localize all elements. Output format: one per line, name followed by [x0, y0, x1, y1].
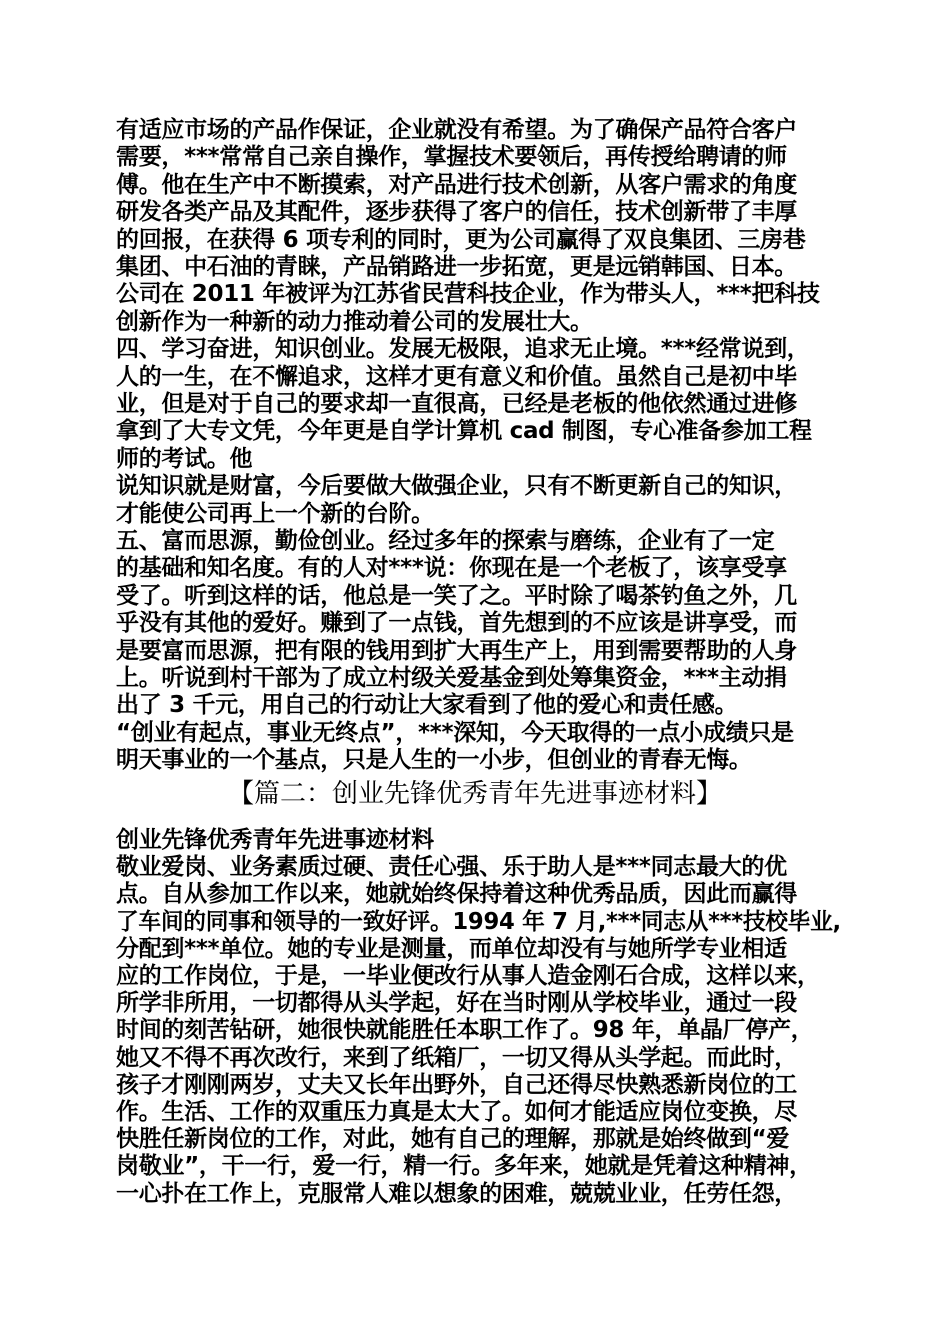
text-line: 乎没有其他的爱好。赚到了一点钱，首先想到的不应该是讲享受，而: [116, 610, 798, 637]
text-line: 她又不得不再次改行，来到了纸箱厂，一切又得从头学起。而此时，: [116, 1044, 798, 1071]
text-line: 快胜任新岗位的工作，对此，她有自己的理解，那就是始终做到“爱: [116, 1126, 790, 1153]
text-line: 师的考试。他: [116, 445, 253, 472]
text-line: 集团、中石油的青睐，产品销路进一步拓宽，更是远销韩国、日本。: [116, 254, 798, 280]
text-line: 研发各类产品及其配件，逐步获得了客户的信任，技术创新带了丰厚: [116, 199, 798, 226]
text-line: 的基础和知名度。有的人对***说：你现在是一个老板了，该享受享: [116, 555, 787, 582]
text-line: 岗敬业”，干一行，爱一行，精一行。多年来，她就是凭着这种精神，: [116, 1153, 812, 1180]
text-line: 的回报，在获得 6 项专利的同时，更为公司赢得了双良集团、三房巷: [116, 226, 806, 253]
text-line: 创业先锋优秀青年先进事迹材料: [116, 827, 434, 853]
text-line: 上。听说到村干部为了成立村级关爱基金到处筹集资金，***主动捐: [116, 665, 787, 691]
text-line: 人的一生，在不懈追求，这样才更有意义和价值。虽然自己是初中毕: [116, 363, 798, 390]
text-line: 才能使公司再上一个新的台阶。: [116, 500, 434, 527]
text-line: 四、学习奋进，知识创业。发展无极限，追求无止境。***经常说到，: [116, 336, 810, 363]
text-line: 公司在 2011 年被评为江苏省民营科技企业，作为带头人，***把科技: [116, 281, 820, 308]
text-line: 傅。他在生产中不断摸索，对产品进行技术创新，从客户需求的角度: [116, 171, 798, 198]
text-line: 受了。听到这样的话，他总是一笑了之。平时除了喝茶钓鱼之外，几: [116, 582, 798, 609]
text-line: 业，但是对于自己的要求却一直很高，已经是老板的他依然通过进修: [116, 391, 798, 417]
text-line: 一心扑在工作上，克服常人难以想象的困难，兢兢业业，任劳任怨，: [116, 1180, 798, 1207]
section-heading: 【篇二：创业先锋优秀青年先进事迹材料】: [227, 779, 722, 809]
text-line: 点。自从参加工作以来，她就始终保持着这种优秀品质，因此而赢得: [116, 881, 798, 908]
text-line: 分配到***单位。她的专业是测量，而单位却没有与她所学专业相适: [116, 935, 787, 962]
text-line: 创新作为一种新的动力推动着公司的发展壮大。: [116, 308, 593, 335]
text-line: 作。生活、工作的双重压力真是太大了。如何才能适应岗位变换，尽: [116, 1099, 798, 1125]
text-line: 出了 3 千元，用自己的行动让大家看到了他的爱心和责任感。: [116, 692, 738, 719]
text-line: 时间的刻苦钻研，她很快就能胜任本职工作了。98 年，单晶厂停产，: [116, 1017, 814, 1044]
text-line: 所学非所用，一切都得从头学起，好在当时刚从学校毕业，通过一段: [116, 990, 798, 1017]
text-line: 说知识就是财富，今后要做大做强企业，只有不断更新自己的知识，: [116, 473, 798, 500]
text-line: 拿到了大专文凭，今年更是自学计算机 cad 制图，专心准备参加工程: [116, 418, 812, 445]
text-line: 了车间的同事和领导的一致好评。1994 年 7 月,***同志从***技校毕业,: [116, 908, 841, 935]
text-line: 应的工作岗位，于是，一毕业便改行从事人造金刚石合成，这样以来，: [116, 963, 820, 989]
text-line: 孩子才刚刚两岁，丈夫又长年出野外，自己还得尽快熟悉新岗位的工: [116, 1071, 798, 1098]
text-line: 敬业爱岗、业务素质过硬、责任心强、乐于助人是***同志最大的优: [116, 854, 787, 881]
text-line: 明天事业的一个基点，只是人生的一小步，但创业的青春无悔。: [116, 747, 752, 774]
text-line: 需要，***常常自己亲自操作，掌握技术要领后，再传授给聘请的师: [116, 144, 787, 171]
text-line: “创业有起点，事业无终点”，***深知，今天取得的一点小成绩只是: [116, 719, 794, 746]
text-line: 是要富而思源，把有限的钱用到扩大再生产上，用到需要帮助的人身: [116, 637, 798, 664]
text-line: 有适应市场的产品作保证，企业就没有希望。为了确保产品符合客户: [116, 117, 798, 143]
text-line: 五、富而思源，勤俭创业。经过多年的探索与磨练，企业有了一定: [116, 528, 775, 554]
